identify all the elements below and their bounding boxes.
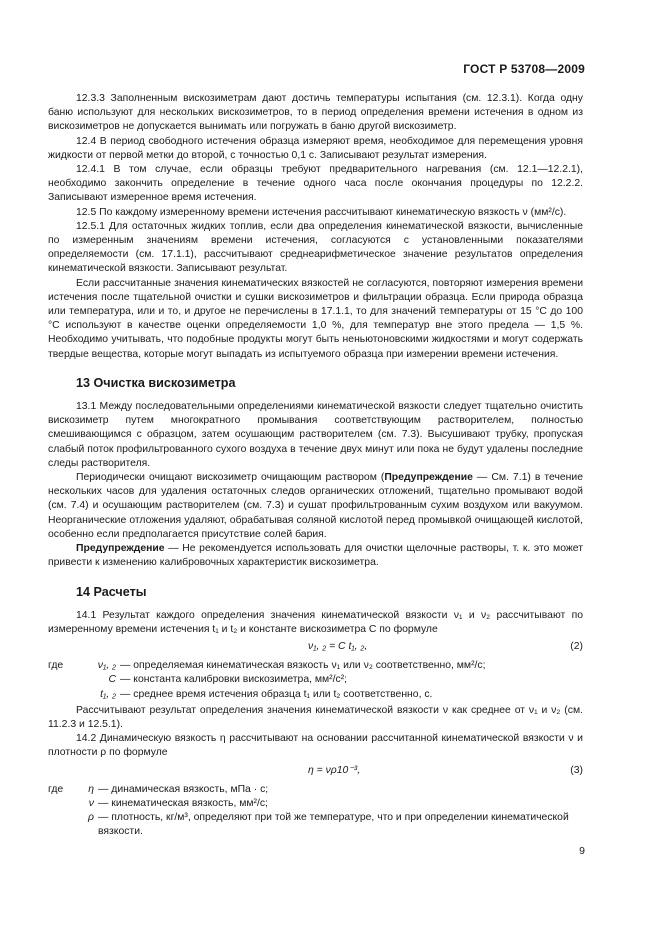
paragraph: 12.3.3 Заполненным вискозиметрам дают достичь температуры испытания (см. 12.3.1). Когда одну баню используют для нескольких вискозиметров, то в период определения времени истечения в одном из вискозиметров не допускается вынимать или погружать в баню другой вискозиметр. [48, 93, 583, 133]
definition-row [48, 783, 583, 797]
definition-symbol: ρ [88, 811, 94, 823]
definition-row [48, 659, 583, 673]
page-number: 9 [579, 845, 585, 857]
definition-row [48, 797, 583, 811]
paragraph: Если рассчитанные значения кинематических вязкостей не согласуются, повторяют измерения времени истечения после тщательной очистки и сушки вискозиметров и фильтрации образца. Если природа образца или температура, или и то, и другое не перечислены в 17.1.1, то для значений температуры от 15 °С до 100 °С используют в качестве оценки определяемости 1,0 %, для температур вне этого предела — 1,5 %. Необходимо учитывать, что подобные продукты могут быть неньютоновскими жидкостями и могут содержать твердые вещества, которые могут выпадать из испытуемого образца при измерении времени истечения. [48, 277, 583, 360]
paragraph: 12.4.1 В том случае, если образцы требуют предварительного нагревания (см. 12.1—12.2.1), необходимо закончить определение в течение одного часа после окончания процедуры по 12.2.2. Записывают измеренное время истечения. [48, 164, 583, 204]
definition-symbol: η [88, 783, 94, 795]
formula-number: (2) [570, 641, 583, 653]
definition-text: — динамическая вязкость, мПа · с; [98, 783, 269, 795]
definition-row [48, 688, 583, 702]
paragraph: Рассчитывают результат определения значения кинематической вязкости ν как среднее от ν₁ и ν₂ (см. 11.2.3 и 12.5.1). [48, 704, 583, 730]
definition-text: — плотность, кг/м³, определяют при той же температуре, что и при определении кинематической вязкости. [98, 811, 569, 838]
definition-row [48, 673, 583, 687]
formula-definitions [48, 783, 583, 840]
paragraph: 14.2 Динамическую вязкость η рассчитывают на основании рассчитанной кинематической вязкости ν и плотности ρ по формуле [48, 733, 583, 759]
section-heading: 14 Расчеты [76, 584, 147, 599]
definition-symbol: ν₁, ₂ [97, 660, 116, 672]
formula-number: (3) [570, 764, 583, 776]
definition-lead [48, 811, 76, 839]
section-heading: 13 Очистка вискозиметра [76, 375, 236, 390]
warning-label: Предупреждение [384, 472, 473, 484]
warning-label: Предупреждение [76, 543, 165, 555]
definition-lead [48, 797, 76, 811]
definition-lead: где [48, 783, 64, 795]
document-body [48, 92, 583, 841]
definition-symbol: ν [88, 797, 94, 809]
warning-paragraph [48, 542, 583, 570]
formula-2 [48, 640, 583, 656]
paragraph: 14.1 Результат каждого определения значения кинематической вязкости ν₁ и ν₂ рассчитывают по измеренному времени истечения t₁ и t₂ и константе вискозиметра C по формуле [48, 609, 583, 635]
definition-text: — кинематическая вязкость, мм²/с; [98, 797, 268, 809]
formula-expression: η = νρ10⁻³, [308, 764, 361, 776]
definition-row [48, 811, 583, 839]
definition-lead [48, 688, 76, 702]
definition-text: — среднее время истечения образца t₁ или t₂ соответственно, с. [120, 688, 433, 700]
definition-symbol: t₁, ₂ [100, 688, 116, 700]
text-run: — См. 7.1) в течение нескольких часов для удаления остаточных следов органических отложений, тщательно промывают водой (см. 7.4) и осушающим растворителем (см. 7.3) и сушат профильтрованным сухим воздухом или вакуумом. Неорганические отложения удаляют, обрабатывая соляной кислотой перед промывкой очищающей кислотой, особенно если предполагается присутствие солей бария. [48, 472, 583, 540]
definition-text: — определяемая кинематическая вязкость ν₁ или ν₂ соответственно, мм²/с; [120, 660, 486, 672]
paragraph [48, 471, 583, 542]
document-id: ГОСТ Р 53708—2009 [463, 62, 585, 76]
formula-definitions [48, 659, 583, 702]
formula-3 [48, 764, 583, 780]
formula-expression: ν₁, ₂ = C t₁, ₂, [308, 641, 368, 653]
text-run: — Не рекомендуется использовать для очистки щелочные растворы, т. к. это может привести к изменению калибровочных характеристик вискозиметра. [48, 543, 583, 569]
definition-text: — константа калибровки вискозиметра, мм²/с²; [120, 674, 348, 686]
definition-symbol: C [108, 674, 116, 686]
paragraph: 13.1 Между последовательными определениями кинематической вязкости следует тщательно очистить вискозиметр путем многократного промывания соответствующим растворителем, полностью смешивающимся с образцом, затем осушающим растворителем (см. 7.3). Высушивают трубку, пропуская слабый поток профильтрованного сухого воздуха в течение двух минут или пока не будут удалены последние следы растворителя. [48, 401, 583, 469]
paragraph: 12.5.1 Для остаточных жидких топлив, если два определения кинематической вязкости, вычисленные по измеренным значениям времени истечения, согласуются с установленными показателями определяемости (см. 17.1.1), рассчитывают среднеарифметическое значение результатов определения кинематической вязкости. Записывают результат. [48, 220, 583, 275]
paragraph: 12.4 В период свободного истечения образца измеряют время, необходимое для перемещения уровня жидкости от первой метки до второй, с точностью 0,1 с. Записывают результат измерения. [48, 135, 583, 161]
paragraph: 12.5 По каждому измеренному времени истечения рассчитывают кинематическую вязкость ν (мм²/с). [76, 206, 567, 218]
definition-lead [48, 673, 76, 687]
definition-lead: где [48, 660, 64, 672]
text-run: Периодически очищают вискозиметр очищающим раствором ( [76, 472, 385, 484]
